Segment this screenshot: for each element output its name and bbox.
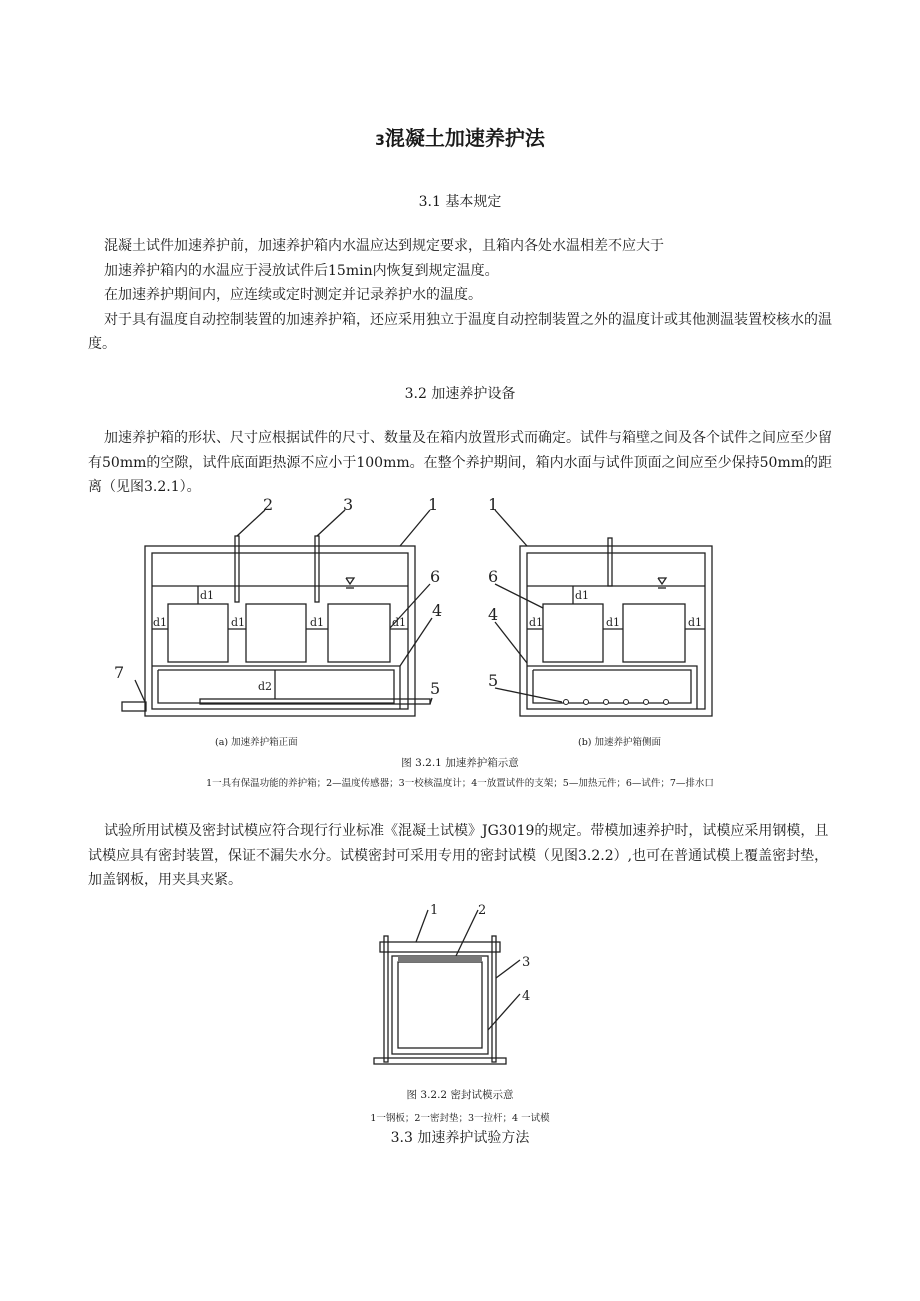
- title-text: 混凝土加速养护法: [384, 126, 545, 150]
- label-a-5: 5: [430, 679, 441, 698]
- figure-sealed-mould: [360, 900, 560, 1072]
- paragraph-line: 在加速养护期间内，应连续或定时测定并记录养护水的温度。: [104, 287, 482, 303]
- dim-label: d1: [606, 616, 621, 629]
- dim-label: d1: [231, 616, 246, 629]
- paragraph-text: 试验所用试模及密封试模应符合现行行业标准《混凝土试模》JG3019的规定。带模加速养护时，试模应采用钢模，且试模应具有密封装置，保证不漏失水分。试模密封可采用专用的密封试模（见图3.2.2）,也可在普通试模上覆盖密封垫，加盖钢板，用夹具夹紧。: [88, 823, 829, 888]
- label-b-4: 4: [488, 605, 499, 624]
- section-heading-3-3: 3.3 加速养护试验方法: [390, 1130, 530, 1146]
- tie-rod-left: [384, 936, 388, 1062]
- box-inner-a: [152, 553, 408, 709]
- paragraph-line: 对于具有温度自动控制装置的加速养护箱，还应采用独立于温度自动控制装置之外的温度计或其他测温装置校核水的温度。: [88, 311, 832, 352]
- figure-legend-3-2-1: 1一具有保温功能的养护箱；2—温度传感器；3一校核温度计；4一放置试件的支架；5—加热元件；6—试件；7—排水口: [206, 778, 714, 789]
- heater-dot: [664, 700, 669, 705]
- label-a-3: 3: [343, 498, 354, 514]
- page-title: [0, 122, 920, 151]
- paragraph-3-2b: [88, 819, 836, 893]
- label-1: 1: [430, 903, 439, 918]
- mould-inner: [398, 962, 482, 1048]
- label-b-5: 5: [488, 671, 499, 690]
- title-number: 3: [375, 133, 385, 149]
- label-2: 2: [478, 903, 487, 918]
- label-a-7: 7: [114, 663, 125, 682]
- figure-title-3-2-1: 图 3.2.1 加速养护箱示意: [401, 757, 519, 769]
- specimen-3: [328, 604, 390, 662]
- dim-label: d1: [153, 616, 168, 629]
- figure-legend-3-2-2: 1一钢板；2一密封垫；3一拉杆；4 一试模: [370, 1113, 550, 1124]
- box-outer-b: [520, 546, 712, 716]
- box-inner-b: [527, 553, 705, 709]
- label-b-6: 6: [488, 567, 499, 586]
- heater-dot: [624, 700, 629, 705]
- mould-outer: [392, 956, 488, 1054]
- specimen-5: [623, 604, 685, 662]
- base-plate: [374, 1058, 506, 1064]
- label-a-4: 4: [432, 601, 443, 620]
- steel-plate: [380, 942, 500, 952]
- specimen-1: [168, 604, 228, 662]
- seal-gasket: [398, 956, 482, 962]
- paragraph-3-2: [88, 426, 836, 500]
- section-heading-3-2: 3.2 加速养护设备: [404, 386, 516, 402]
- tie-rod-right: [492, 936, 496, 1062]
- paragraph-line: 混凝土试件加速养护前，加速养护箱内水温应达到规定要求，且箱内各处水温相差不应大于: [104, 238, 664, 254]
- section-heading-3-1: 3.1 基本规定: [418, 194, 502, 210]
- figure-curing-box: [100, 498, 820, 730]
- label-4: 4: [522, 989, 531, 1004]
- box-outer-a: [145, 546, 415, 716]
- heater-dot: [604, 700, 609, 705]
- dim-label: d1: [529, 616, 544, 629]
- heater-dot: [584, 700, 589, 705]
- paragraph-text: 加速养护箱的形状、尺寸应根据试件的尺寸、数量及在箱内放置形式而确定。试件与箱壁之间及各个试件之间应至少留有50mm的空隙，试件底面距热源不应小于100mm。在整个养护期间，箱内水面与试件顶面之间应至少保持50mm的距离（见图3.2.1）。: [88, 430, 833, 495]
- heater-dot: [564, 700, 569, 705]
- paragraph-line: 加速养护箱内的水温应于浸放试件后15min内恢复到规定温度。: [104, 262, 499, 279]
- figure-caption-b: (b) 加速养护箱侧面: [578, 737, 662, 748]
- dim-label: d1: [688, 616, 703, 629]
- label-3: 3: [522, 955, 531, 970]
- label-b-1: 1: [488, 498, 499, 514]
- figure-title-3-2-2: 图 3.2.2 密封试模示意: [406, 1089, 514, 1101]
- figure-caption-a: (a) 加速养护箱正面: [215, 737, 298, 748]
- label-a-2: 2: [263, 498, 274, 514]
- label-a-6: 6: [430, 567, 441, 586]
- label-a-1: 1: [428, 498, 439, 514]
- dim-label: d1: [575, 589, 590, 602]
- heater-dot: [644, 700, 649, 705]
- paragraph-3-1: [88, 234, 836, 357]
- dim-label: d1: [310, 616, 325, 629]
- specimen-4: [543, 604, 603, 662]
- specimen-2: [246, 604, 306, 662]
- dim-label: d2: [258, 680, 273, 693]
- drain-outlet: [122, 702, 146, 711]
- dim-label: d1: [392, 616, 407, 629]
- dim-label: d1: [200, 589, 215, 602]
